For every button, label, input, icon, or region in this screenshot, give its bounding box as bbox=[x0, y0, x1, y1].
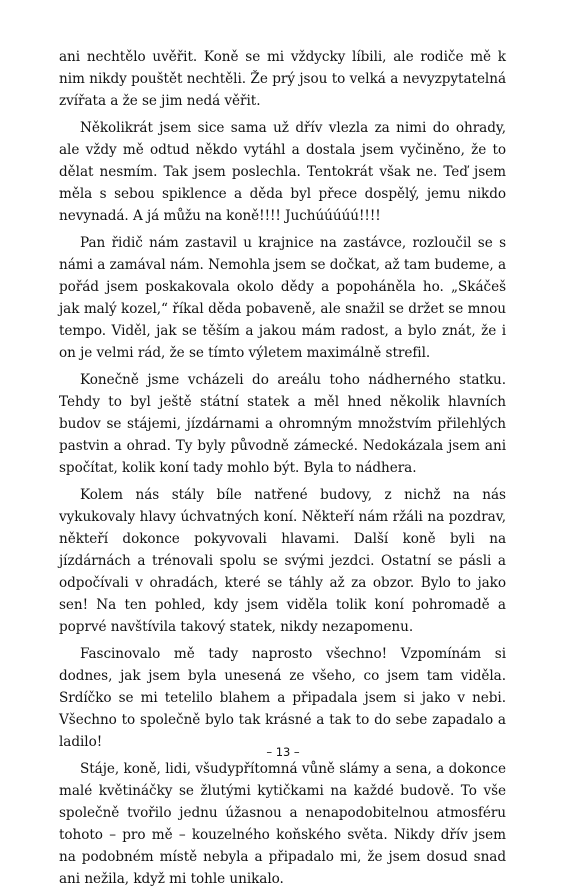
paragraph: Fascinovalo mě tady naprosto všechno! Vzpomínám si dodnes, jak jsem byla unesená ze všeho, co jsem tam viděla. Srdíčko se mi tetelilo blahem a připadala jsem si jako v nebi. Všechno to společně bylo tak krásné a tak to do sebe zapadalo a ladilo! bbox=[59, 646, 506, 750]
paragraph: ani nechtělo uvěřit. Koně se mi vždycky líbili, ale rodiče mě k nim nikdy pouštět nechtěli. Že prý jsou to velká a nevyzpytatelná zvířata a že se jim nedá věřit. bbox=[59, 49, 506, 109]
paragraph: Konečně jsme vcházeli do areálu toho nádherného statku. Tehdy to byl ještě státní statek a měl hned několik hlavních budov se stájemi, jízdárnami a ohromným množstvím přilehlých pastvin a ohrad. Ty byly původně zámecké. Nedokázala jsem ani spočítat, kolik koní tady mohlo být. Byla to nádhera. bbox=[59, 372, 506, 476]
paragraph: Několikrát jsem sice sama už dřív vlezla za nimi do ohrady, ale vždy mě odtud někdo vytáhl a dostala jsem vyčiněno, že to dělat nesmím. Tak jsem poslechla. Tentokrát však ne. Teď jsem měla s sebou spiklence a děda byl přece dospělý, jemu nikdo nevynadá. A já můžu na koně!!!! Juchúúúúú!!!! bbox=[59, 120, 506, 224]
page-number: – 13 – bbox=[266, 745, 300, 759]
paragraph: Kolem nás stály bíle natřené budovy, z nichž na nás vykukovaly hlavy úchvatných koní. Někteří nám ržáli na pozdrav, někteří dokonce pokyvovali hlavami. Další koně byli na jízdárnách a trénovali spolu se svými jezdci. Ostatní se pásli a odpočívali v ohradách, které se táhly až za obzor. Bylo to jako sen! Na ten pohled, kdy jsem viděla tolik koní pohromadě a poprvé navštívila takový statek, nikdy nezapomenu. bbox=[59, 487, 506, 635]
paragraph: Stáje, koně, lidi, všudypřítomná vůně slámy a sena, a dokonce malé květináčky se žlutými kytičkami na každé budově. To vše společně tvořilo jednu úžasnou a nenapodobitelnou atmosféru tohoto – pro mě – kouzelného koňského světa. Nikdy dřív jsem na podobném místě nebyla a připadalo mi, že jsem dosud snad ani nežila, když mi tohle unikalo. bbox=[59, 761, 506, 887]
paragraph: Pan řidič nám zastavil u krajnice na zastávce, rozloučil se s námi a zamával nám. Nemohla jsem se dočkat, až tam budeme, a pořád jsem poskakovala okolo dědy a popoháněla ho. „Skáčeš jak malý kozel,“ říkal děda pobaveně, ale snažil se držet se mnou tempo. Viděl, jak se těším a jakou mám radost, a bylo znát, že i on je velmi rád, že se tímto výletem maximálně strefil. bbox=[59, 235, 506, 361]
